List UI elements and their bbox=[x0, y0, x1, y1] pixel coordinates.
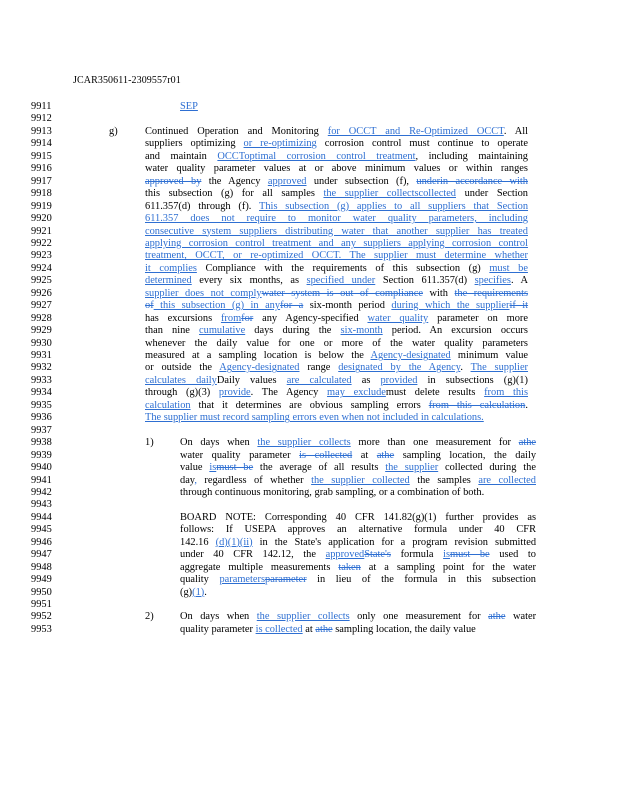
line-number: 9932 bbox=[31, 362, 52, 374]
line-text bbox=[180, 487, 484, 499]
line-text bbox=[145, 313, 528, 325]
deleted-text: the requirements bbox=[454, 287, 529, 299]
line-text bbox=[145, 126, 528, 138]
inserted-text: supplier does not comply bbox=[145, 287, 262, 299]
line-text bbox=[145, 338, 528, 350]
inserted-text: must be bbox=[489, 262, 528, 274]
text-segment: whenever the daily value for one or more of the water quality parameters bbox=[145, 337, 528, 349]
inserted-text: water quality bbox=[367, 312, 429, 324]
inserted-text: from bbox=[220, 312, 242, 324]
line-9912 bbox=[0, 113, 618, 125]
inserted-text: calculates daily bbox=[145, 374, 217, 386]
line-text bbox=[180, 562, 536, 574]
line-text bbox=[145, 400, 528, 412]
line-number: 9931 bbox=[31, 350, 52, 361]
inserted-text: (1) bbox=[192, 586, 205, 598]
text-segment: water quality parameter values at or above minimum values or within ranges bbox=[145, 163, 528, 175]
line-number: 9933 bbox=[31, 374, 52, 386]
line-number: 9915 bbox=[31, 150, 52, 162]
line-text bbox=[180, 462, 536, 474]
line-number: 9930 bbox=[31, 337, 52, 349]
inserted-text: are calculated bbox=[286, 374, 352, 386]
inserted-text: approved bbox=[325, 549, 365, 561]
text-segment: . A bbox=[510, 275, 529, 287]
line-number: 9918 bbox=[31, 188, 52, 200]
line-number: 9945 bbox=[31, 524, 52, 536]
line-text bbox=[145, 387, 528, 399]
subsection-label: g) bbox=[109, 125, 118, 137]
line-text bbox=[145, 275, 528, 287]
text-segment: formula bbox=[390, 549, 444, 561]
line-text bbox=[145, 213, 528, 225]
text-segment: under subsection (f), bbox=[306, 175, 417, 187]
line-9929 bbox=[0, 325, 618, 337]
inserted-text: The supplier bbox=[470, 362, 529, 374]
line-number: 9935 bbox=[31, 399, 52, 411]
line-number: 9943 bbox=[31, 499, 52, 511]
line-9951 bbox=[0, 599, 618, 611]
text-segment: BOARD NOTE: Corresponding 40 CFR 141.82(g)(1) further provides as bbox=[180, 511, 537, 523]
inserted-text: six-month bbox=[340, 325, 383, 337]
line-text bbox=[145, 176, 528, 188]
line-9918 bbox=[0, 188, 618, 200]
inserted-text: Agency-designated bbox=[370, 350, 451, 361]
line-number: 9924 bbox=[31, 262, 52, 274]
line-9949 bbox=[0, 574, 618, 586]
text-segment: Daily values bbox=[216, 374, 287, 386]
line-9931 bbox=[0, 350, 618, 362]
line-number: 9944 bbox=[31, 511, 52, 523]
inserted-text: it complies bbox=[145, 262, 197, 274]
text-segment: under Section bbox=[456, 188, 528, 200]
line-9948 bbox=[0, 562, 618, 574]
inserted-text: this subsection (g) in any bbox=[153, 300, 281, 312]
deleted-text: for bbox=[241, 312, 254, 324]
line-9930 bbox=[0, 338, 618, 350]
deleted-text: underin accordance with bbox=[416, 175, 528, 187]
line-number: 9948 bbox=[31, 561, 52, 573]
text-segment: Compliance with the requirements of this subsection (g) bbox=[196, 262, 490, 274]
inserted-text: The supplier must record sampling errors even when not included in calculations. bbox=[145, 412, 484, 424]
line-9915 bbox=[0, 151, 618, 163]
line-text bbox=[180, 512, 536, 524]
text-segment: quality bbox=[180, 574, 220, 586]
inserted-text: applying corrosion control treatment and any suppliers applying corrosion control bbox=[145, 237, 528, 249]
line-9945 bbox=[0, 524, 618, 536]
line-9936 bbox=[0, 412, 618, 424]
line-9939 bbox=[0, 450, 618, 462]
line-text bbox=[145, 151, 528, 163]
text-segment: period. An excursion occurs bbox=[382, 325, 528, 337]
text-segment: has excursions bbox=[145, 312, 221, 324]
text-segment: at bbox=[352, 449, 377, 461]
inserted-text: for OCCT and Re-Optimized OCCT bbox=[327, 125, 504, 137]
line-number: 9947 bbox=[31, 549, 52, 561]
deleted-text: must be bbox=[450, 549, 490, 561]
text-segment: parameter on more bbox=[428, 312, 529, 324]
line-number: 9952 bbox=[31, 611, 52, 623]
line-text bbox=[180, 101, 198, 113]
line-number: 9920 bbox=[31, 213, 52, 225]
line-number: 9914 bbox=[31, 138, 52, 150]
line-number: 9938 bbox=[31, 437, 52, 449]
inserted-text: the supplier collected bbox=[311, 474, 410, 486]
text-segment: and maintain bbox=[145, 150, 218, 162]
inserted-text: cumulative bbox=[199, 325, 246, 337]
line-text bbox=[180, 524, 536, 536]
line-9916 bbox=[0, 163, 618, 175]
inserted-text: specifies bbox=[474, 275, 511, 287]
inserted-text: may exclude bbox=[327, 387, 386, 399]
deleted-text: must be bbox=[216, 462, 254, 474]
line-text bbox=[145, 288, 528, 300]
line-9919 bbox=[0, 201, 618, 213]
text-segment: regardless of whether bbox=[196, 474, 312, 486]
deleted-text: athe bbox=[488, 611, 506, 623]
line-number: 9919 bbox=[31, 200, 52, 212]
text-segment: sampling location, the daily value bbox=[332, 623, 476, 635]
line-text bbox=[180, 574, 536, 586]
line-9942 bbox=[0, 487, 618, 499]
line-number: 9922 bbox=[31, 237, 52, 249]
text-segment: aggregate multiple measurements bbox=[180, 561, 339, 573]
line-9941 bbox=[0, 475, 618, 487]
line-9947 bbox=[0, 549, 618, 561]
text-segment: quality parameter bbox=[180, 623, 256, 635]
line-number: 9913 bbox=[31, 125, 52, 137]
line-text bbox=[145, 138, 528, 150]
inserted-text: is bbox=[209, 462, 217, 474]
document-id: JCAR350611-2309557r01 bbox=[73, 75, 181, 86]
deleted-text: athe bbox=[518, 437, 537, 449]
text-segment: through (g)(3) bbox=[145, 387, 219, 399]
text-segment: . All bbox=[503, 125, 529, 137]
text-segment: in subsections (g)(1) bbox=[417, 374, 528, 386]
text-segment: , including maintaining bbox=[415, 150, 528, 162]
line-text bbox=[145, 350, 528, 362]
text-segment: every six months, as bbox=[191, 275, 307, 287]
line-text bbox=[145, 412, 484, 424]
text-segment: collected during the bbox=[438, 462, 536, 474]
line-9921 bbox=[0, 226, 618, 238]
text-segment: this subsection (g) for all samples bbox=[145, 188, 324, 200]
deleted-text: taken bbox=[338, 561, 361, 573]
line-number: 9927 bbox=[31, 300, 52, 312]
subsection-label: 1) bbox=[145, 437, 154, 449]
line-number: 9934 bbox=[31, 387, 52, 399]
text-segment: range bbox=[299, 362, 339, 374]
line-9922 bbox=[0, 238, 618, 250]
line-number: 9939 bbox=[31, 449, 52, 461]
line-number: 9917 bbox=[31, 175, 52, 187]
text-segment: the samples bbox=[409, 474, 479, 486]
text-segment: at bbox=[302, 623, 316, 635]
deleted-text: of bbox=[145, 300, 154, 312]
inserted-text: SEP bbox=[180, 101, 198, 112]
text-segment: used to bbox=[489, 549, 536, 561]
line-text bbox=[180, 437, 536, 449]
line-number: 9951 bbox=[31, 599, 52, 610]
text-segment: as bbox=[351, 374, 381, 386]
text-segment: . bbox=[460, 362, 471, 374]
line-text bbox=[145, 226, 528, 238]
text-segment: day bbox=[180, 474, 195, 486]
text-segment: 611.357(d) through (f). bbox=[145, 200, 260, 212]
inserted-text: consecutive system suppliers distributing water that another supplier has treated bbox=[145, 225, 528, 237]
inserted-text: approved bbox=[267, 175, 307, 187]
text-segment: the Agency bbox=[201, 175, 268, 187]
line-9932 bbox=[0, 362, 618, 374]
line-text bbox=[180, 475, 536, 487]
text-segment: value bbox=[180, 462, 210, 474]
line-9933 bbox=[0, 375, 618, 387]
line-9927 bbox=[0, 300, 618, 312]
line-9940 bbox=[0, 462, 618, 474]
text-segment: more than one measurement for bbox=[350, 437, 519, 449]
text-segment: Section 611.357(d) bbox=[375, 275, 475, 287]
subsection-label: 2) bbox=[145, 611, 154, 623]
text-segment: water quality parameter bbox=[180, 449, 300, 461]
text-segment: in the State's application for a program revision submitted bbox=[252, 536, 537, 548]
inserted-text: is bbox=[443, 549, 451, 561]
line-text bbox=[180, 624, 476, 636]
deleted-text: athe bbox=[376, 449, 395, 461]
text-segment: minimum value bbox=[450, 350, 529, 361]
line-number: 9923 bbox=[31, 250, 52, 262]
inserted-text: calculation bbox=[145, 399, 191, 411]
line-9924 bbox=[0, 263, 618, 275]
line-number: 9911 bbox=[31, 101, 52, 112]
text-segment: any Agency-specified bbox=[253, 312, 368, 324]
deleted-text: State's bbox=[364, 549, 391, 561]
line-9911 bbox=[0, 101, 618, 113]
text-segment: . The Agency bbox=[250, 387, 328, 399]
text-segment: that it determines are obvious sampling errors bbox=[190, 399, 429, 411]
deleted-text: from this calculation bbox=[428, 399, 526, 411]
deleted-text: water system is out of compliance bbox=[261, 287, 423, 299]
deleted-text: parameter bbox=[265, 574, 307, 586]
line-number: 9925 bbox=[31, 275, 52, 287]
deleted-text: if it bbox=[509, 300, 529, 312]
line-9934 bbox=[0, 387, 618, 399]
line-number: 9953 bbox=[31, 623, 52, 635]
inserted-text: from this bbox=[484, 387, 528, 399]
line-9938 bbox=[0, 437, 618, 449]
inserted-text: treatment, OCCT, or re-optimized OCCT. The supplier must determine whether bbox=[145, 250, 528, 262]
line-number: 9912 bbox=[31, 113, 52, 125]
text-segment: or outside the bbox=[145, 362, 220, 374]
line-9928 bbox=[0, 313, 618, 325]
inserted-text: or re-optimizing bbox=[243, 138, 317, 150]
text-segment: corrosion control must continue to operate bbox=[316, 138, 528, 150]
line-number: 9941 bbox=[31, 474, 52, 486]
inserted-text: specified under bbox=[306, 275, 376, 287]
text-segment: than nine bbox=[145, 325, 200, 337]
inserted-text: the supplier bbox=[385, 462, 439, 474]
text-segment: . bbox=[204, 586, 207, 598]
line-9917 bbox=[0, 176, 618, 188]
inserted-text: the supplier collects bbox=[257, 437, 351, 449]
line-text bbox=[145, 300, 528, 312]
inserted-text: , bbox=[194, 474, 197, 486]
line-9953 bbox=[0, 624, 618, 636]
text-segment: six-month period bbox=[303, 300, 392, 312]
line-9920 bbox=[0, 213, 618, 225]
line-text bbox=[145, 362, 528, 374]
inserted-text: during which the supplier bbox=[391, 300, 510, 312]
inserted-text: designated by the Agency bbox=[338, 362, 461, 374]
line-9913 bbox=[0, 126, 618, 138]
text-segment: On days when bbox=[180, 611, 257, 623]
text-segment: Continued Operation and Monitoring bbox=[145, 125, 328, 137]
text-segment: 142.16 bbox=[180, 536, 216, 548]
line-text bbox=[145, 250, 528, 262]
line-text bbox=[180, 537, 536, 549]
text-segment: water bbox=[505, 611, 537, 623]
line-text bbox=[145, 188, 528, 200]
line-9914 bbox=[0, 138, 618, 150]
line-number: 9936 bbox=[31, 412, 52, 424]
text-segment: through continuous monitoring, grab sampling, or a combination of both. bbox=[180, 486, 485, 498]
line-text bbox=[180, 611, 536, 623]
line-9944 bbox=[0, 512, 618, 524]
inserted-text: OCCToptimal corrosion control treatment bbox=[217, 150, 416, 162]
text-segment: only one measurement for bbox=[349, 611, 489, 623]
line-number: 9949 bbox=[31, 574, 52, 586]
line-number: 9916 bbox=[31, 163, 52, 175]
line-number: 9921 bbox=[31, 225, 52, 237]
inserted-text: the supplier collectscollected bbox=[323, 188, 456, 200]
line-text bbox=[145, 325, 528, 337]
text-segment: at a sampling point for the water bbox=[360, 561, 536, 573]
deleted-text: is collected bbox=[299, 449, 353, 461]
line-9943 bbox=[0, 499, 618, 511]
inserted-text: the supplier collects bbox=[256, 611, 350, 623]
line-text bbox=[145, 163, 528, 175]
line-9937 bbox=[0, 425, 618, 437]
line-text bbox=[180, 587, 207, 599]
text-segment: days during the bbox=[245, 325, 341, 337]
line-number: 9929 bbox=[31, 325, 52, 337]
text-segment: suppliers optimizing bbox=[145, 138, 244, 150]
line-number: 9926 bbox=[31, 287, 52, 299]
line-text bbox=[145, 238, 528, 250]
text-segment: the average of all results bbox=[253, 462, 386, 474]
inserted-text: 611.357 does not require to monitor water quality parameters, including bbox=[145, 213, 528, 225]
line-9935 bbox=[0, 400, 618, 412]
inserted-text: determined bbox=[145, 275, 192, 287]
inserted-text: is collected bbox=[255, 623, 303, 635]
inserted-text: (d)(1)(ii) bbox=[215, 536, 253, 548]
deleted-text: approved by bbox=[145, 175, 202, 187]
line-text bbox=[145, 201, 528, 213]
line-text bbox=[180, 549, 536, 561]
line-number: 9928 bbox=[31, 312, 52, 324]
inserted-text: provided bbox=[380, 374, 418, 386]
line-number: 9950 bbox=[31, 586, 52, 598]
text-segment: On days when bbox=[180, 437, 258, 449]
line-9946 bbox=[0, 537, 618, 549]
line-text bbox=[145, 263, 528, 275]
text-segment: under 40 CFR 142.12, the bbox=[180, 549, 326, 561]
text-segment: in lieu of the formula in this subsection bbox=[306, 574, 536, 586]
text-segment: must delete results bbox=[385, 387, 485, 399]
deleted-text: for a bbox=[280, 300, 304, 312]
inserted-text: are collected bbox=[478, 474, 536, 486]
line-9952 bbox=[0, 611, 618, 623]
text-segment: (g) bbox=[180, 586, 193, 598]
inserted-text: Agency-designated bbox=[219, 362, 300, 374]
line-9950 bbox=[0, 587, 618, 599]
inserted-text: This subsection (g) applies to all suppliers that Section bbox=[259, 200, 529, 212]
line-number: 9946 bbox=[31, 536, 52, 548]
text-segment: sampling location, the daily bbox=[394, 449, 537, 461]
line-number: 9940 bbox=[31, 462, 52, 474]
line-9925 bbox=[0, 275, 618, 287]
line-number: 9937 bbox=[31, 424, 52, 436]
line-9923 bbox=[0, 250, 618, 262]
inserted-text: parameters bbox=[219, 574, 266, 586]
text-segment: follows: If USEPA approves an alternative formula under 40 CFR bbox=[180, 524, 537, 536]
inserted-text: provide bbox=[218, 387, 251, 399]
line-9926 bbox=[0, 288, 618, 300]
deleted-text: athe bbox=[315, 623, 333, 635]
line-number: 9942 bbox=[31, 486, 52, 498]
line-text bbox=[180, 450, 536, 462]
text-segment: . bbox=[525, 399, 528, 411]
line-text bbox=[145, 375, 528, 387]
text-segment: with bbox=[422, 287, 455, 299]
text-segment: measured at a sampling location is below the bbox=[145, 350, 371, 361]
